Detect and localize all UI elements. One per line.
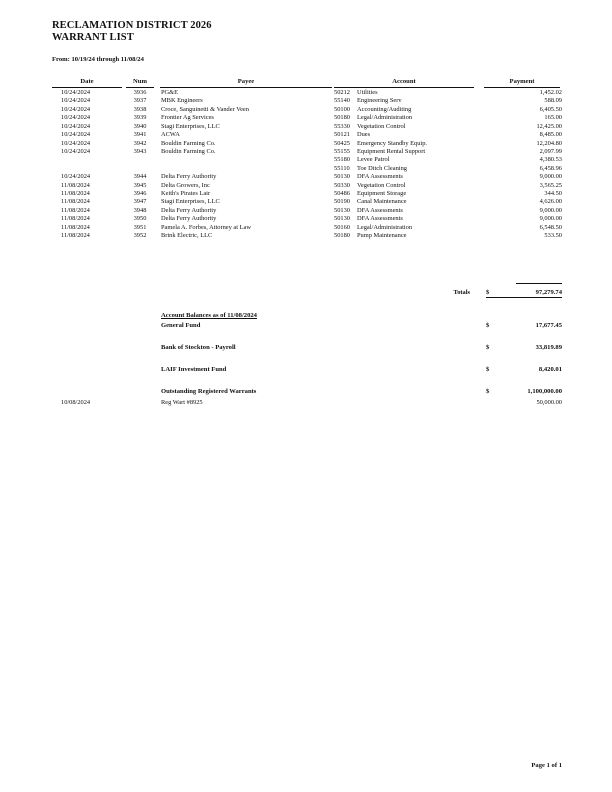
cell-amount: 6,458.96 bbox=[539, 164, 562, 172]
table-row bbox=[0, 148, 612, 156]
table-row bbox=[0, 232, 612, 240]
cell-account-code: 55330 bbox=[334, 122, 350, 130]
cell-date: 11/08/2024 bbox=[61, 223, 90, 231]
totals-rule bbox=[486, 297, 562, 298]
cell-account-desc: Toe Ditch Cleaning bbox=[357, 164, 407, 172]
cell-account-desc: Levee Patrol bbox=[357, 156, 390, 164]
table-row bbox=[0, 224, 612, 232]
cell-account-code: 50180 bbox=[334, 232, 350, 240]
cell-account-code: 50160 bbox=[334, 223, 350, 231]
cell-payee: Delta Ferry Authority bbox=[161, 206, 217, 214]
cell-payee: Pamela A. Forbes, Attorney at Law bbox=[161, 223, 251, 231]
table-row bbox=[0, 114, 612, 122]
balances-heading: Account Balances as of 11/08/2024 bbox=[161, 312, 257, 319]
cell-amount: 6,405.50 bbox=[539, 105, 562, 113]
column-header-date: Date bbox=[52, 77, 122, 88]
cell-num: 3937 bbox=[133, 97, 147, 105]
cell-account-code: 50180 bbox=[334, 114, 350, 122]
cell-payee: Delta Growers, Inc bbox=[161, 181, 210, 189]
cell-account-code: 50330 bbox=[334, 181, 350, 189]
balance-currency: $ bbox=[486, 388, 490, 395]
cell-amount: 12,425.00 bbox=[536, 122, 562, 130]
warrant-table bbox=[0, 89, 612, 241]
balance-currency: $ bbox=[486, 322, 490, 329]
cell-account-desc: Legal/Administration bbox=[357, 223, 413, 231]
cell-num: 3938 bbox=[133, 105, 147, 113]
cell-amount: 12,204.80 bbox=[536, 139, 562, 147]
cell-payee: Frontier Ag Services bbox=[161, 114, 214, 122]
cell-amount: 9,000.00 bbox=[539, 215, 562, 223]
cell-account-desc: Legal/Administration bbox=[357, 114, 413, 122]
page-number: Page 1 of 1 bbox=[531, 762, 562, 769]
balance-amount-general-fund: 17,677.45 bbox=[535, 322, 562, 329]
cell-account-desc: Vegetation Control bbox=[357, 181, 406, 189]
cell-account-code: 50130 bbox=[334, 215, 350, 223]
cell-account-code: 50212 bbox=[334, 89, 350, 96]
cell-account-code: 50130 bbox=[334, 173, 350, 181]
balance-amount-outstanding-warrants: 1,100,000.00 bbox=[527, 388, 562, 395]
date-range: From: 10/19/24 through 11/08/24 bbox=[52, 56, 144, 63]
cell-account-desc: DFA Assessments bbox=[357, 173, 403, 181]
cell-account-code: 50130 bbox=[334, 206, 350, 214]
cell-amount: 3,565.25 bbox=[539, 181, 562, 189]
cell-amount: 2,097.99 bbox=[539, 147, 562, 155]
table-row bbox=[0, 182, 612, 190]
cell-account-desc: Pump Maintenance bbox=[357, 232, 407, 240]
cell-num: 3944 bbox=[133, 173, 147, 181]
cell-num: 3943 bbox=[133, 147, 147, 155]
cell-payee: Stagi Enterprises, LLC bbox=[161, 198, 220, 206]
cell-date: 11/08/2024 bbox=[61, 190, 90, 198]
cell-num: 3939 bbox=[133, 114, 147, 122]
balance-label-general-fund: General Fund bbox=[161, 322, 201, 329]
cell-amount: 4,626.00 bbox=[539, 198, 562, 206]
cell-account-desc: DFA Assessments bbox=[357, 206, 403, 214]
cell-num: 3947 bbox=[133, 198, 147, 206]
cell-account-desc: Dues bbox=[357, 131, 371, 139]
cell-payee: MBK Engineers bbox=[161, 97, 203, 105]
cell-date: 11/08/2024 bbox=[61, 206, 90, 214]
balance-currency: $ bbox=[486, 366, 490, 373]
cell-account-code: 55140 bbox=[334, 97, 350, 105]
cell-num: 3941 bbox=[133, 131, 147, 139]
cell-account-desc: Canal Maintenance bbox=[357, 198, 407, 206]
cell-account-code: 50121 bbox=[334, 131, 350, 139]
cell-amount: 1,452.02 bbox=[539, 89, 562, 96]
balance-label-payroll: Bank of Stockton - Payroll bbox=[161, 344, 236, 351]
cell-date: 10/24/2024 bbox=[61, 122, 91, 130]
totals-label: Totals bbox=[453, 289, 470, 296]
cell-amount: 4,380.53 bbox=[539, 156, 562, 164]
table-row bbox=[0, 89, 612, 97]
cell-account-desc: Engineering Serv bbox=[357, 97, 402, 105]
report-subtitle: WARRANT LIST bbox=[52, 32, 134, 43]
cell-payee: Croce, Sanguinetti & Vander Veen bbox=[161, 105, 249, 113]
cell-amount: 344.50 bbox=[544, 190, 562, 198]
column-header-num: Num bbox=[126, 77, 154, 88]
cell-date: 10/24/2024 bbox=[61, 105, 91, 113]
cell-date: 11/08/2024 bbox=[61, 232, 90, 240]
cell-payee: Delta Ferry Authority bbox=[161, 173, 217, 181]
cell-amount: 533.50 bbox=[544, 232, 562, 240]
cell-num: 3940 bbox=[133, 122, 147, 130]
table-row bbox=[0, 131, 612, 139]
table-row bbox=[0, 140, 612, 148]
cell-payee: Bouldin Farming Co. bbox=[161, 139, 216, 147]
cell-amount: 165.00 bbox=[544, 114, 562, 122]
cell-account-code: 55180 bbox=[334, 156, 350, 164]
column-header-payment: Payment bbox=[484, 77, 560, 88]
cell-amount: 9,000.00 bbox=[539, 173, 562, 181]
cell-date: 10/24/2024 bbox=[61, 147, 91, 155]
cell-payee: Delta Ferry Authority bbox=[161, 215, 217, 223]
registered-warrant-label: Reg Wart #8925 bbox=[161, 399, 203, 406]
cell-account-desc: Accounting/Auditing bbox=[357, 105, 412, 113]
cell-account-desc: Equipment Rental Support bbox=[357, 147, 426, 155]
report-title: RECLAMATION DISTRICT 2026 bbox=[52, 20, 212, 31]
cell-date: 10/24/2024 bbox=[61, 89, 91, 96]
cell-num: 3950 bbox=[133, 215, 147, 223]
column-header-payee: Payee bbox=[160, 77, 332, 88]
cell-num: 3945 bbox=[133, 181, 147, 189]
cell-account-desc: DFA Assessments bbox=[357, 215, 403, 223]
cell-num: 3951 bbox=[133, 223, 147, 231]
cell-date: 10/24/2024 bbox=[61, 97, 91, 105]
cell-amount: 588.09 bbox=[544, 97, 562, 105]
cell-date: 10/24/2024 bbox=[61, 139, 91, 147]
column-header-account: Account bbox=[334, 77, 474, 88]
registered-warrant-date: 10/08/2024 bbox=[61, 399, 91, 406]
totals-amount: 97,279.74 bbox=[535, 289, 562, 296]
cell-date: 10/24/2024 bbox=[61, 114, 91, 122]
cell-payee: ACWA bbox=[161, 131, 180, 139]
cell-date: 11/08/2024 bbox=[61, 181, 90, 189]
cell-amount: 8,485.00 bbox=[539, 131, 562, 139]
table-row bbox=[0, 156, 612, 164]
table-row bbox=[0, 190, 612, 198]
cell-payee: PG&E bbox=[161, 89, 179, 96]
balance-currency: $ bbox=[486, 344, 490, 351]
cell-date: 11/08/2024 bbox=[61, 198, 90, 206]
cell-payee: Keith's Pirates Lair bbox=[161, 190, 211, 198]
table-row bbox=[0, 123, 612, 131]
cell-date: 10/24/2024 bbox=[61, 131, 91, 139]
cell-account-code: 55155 bbox=[334, 147, 350, 155]
cell-date: 10/24/2024 bbox=[61, 173, 91, 181]
cell-num: 3948 bbox=[133, 206, 147, 214]
cell-account-desc: Utilities bbox=[357, 89, 378, 96]
cell-amount: 9,000.00 bbox=[539, 206, 562, 214]
cell-amount: 6,548.50 bbox=[539, 223, 562, 231]
registered-warrant-amount: 50,000.00 bbox=[536, 399, 562, 406]
registered-warrant-row bbox=[0, 398, 612, 407]
balance-label-laif: LAIF Investment Fund bbox=[161, 366, 227, 373]
cell-account-desc: Equipment Storage bbox=[357, 190, 407, 198]
cell-account-code: 50100 bbox=[334, 105, 350, 113]
table-row bbox=[0, 198, 612, 206]
table-row bbox=[0, 97, 612, 105]
cell-account-desc: Emergency Standby Equip. bbox=[357, 139, 427, 147]
cell-num: 3946 bbox=[133, 190, 147, 198]
cell-payee: Brink Electric, LLC bbox=[161, 232, 213, 240]
cell-payee: Bouldin Farming Co. bbox=[161, 147, 216, 155]
table-row bbox=[0, 173, 612, 181]
cell-account-code: 50190 bbox=[334, 198, 350, 206]
cell-account-desc: Vegetation Control bbox=[357, 122, 406, 130]
cell-num: 3936 bbox=[133, 89, 147, 96]
balance-amount-laif: 8,420.01 bbox=[538, 366, 562, 373]
table-row bbox=[0, 207, 612, 215]
cell-account-code: 50425 bbox=[334, 139, 350, 147]
cell-account-code: 50486 bbox=[334, 190, 350, 198]
subtotal-rule bbox=[516, 283, 562, 284]
table-row bbox=[0, 165, 612, 173]
table-row bbox=[0, 215, 612, 223]
cell-date: 11/08/2024 bbox=[61, 215, 90, 223]
balance-label-outstanding-warrants: Outstanding Registered Warrants bbox=[161, 388, 257, 395]
table-row bbox=[0, 106, 612, 114]
balance-amount-payroll: 33,819.89 bbox=[535, 344, 562, 351]
cell-num: 3952 bbox=[133, 232, 147, 240]
totals-currency: $ bbox=[486, 289, 490, 296]
cell-payee: Stagi Enterprises, LLC bbox=[161, 122, 220, 130]
cell-account-code: 55110 bbox=[334, 164, 350, 172]
cell-num: 3942 bbox=[133, 139, 147, 147]
